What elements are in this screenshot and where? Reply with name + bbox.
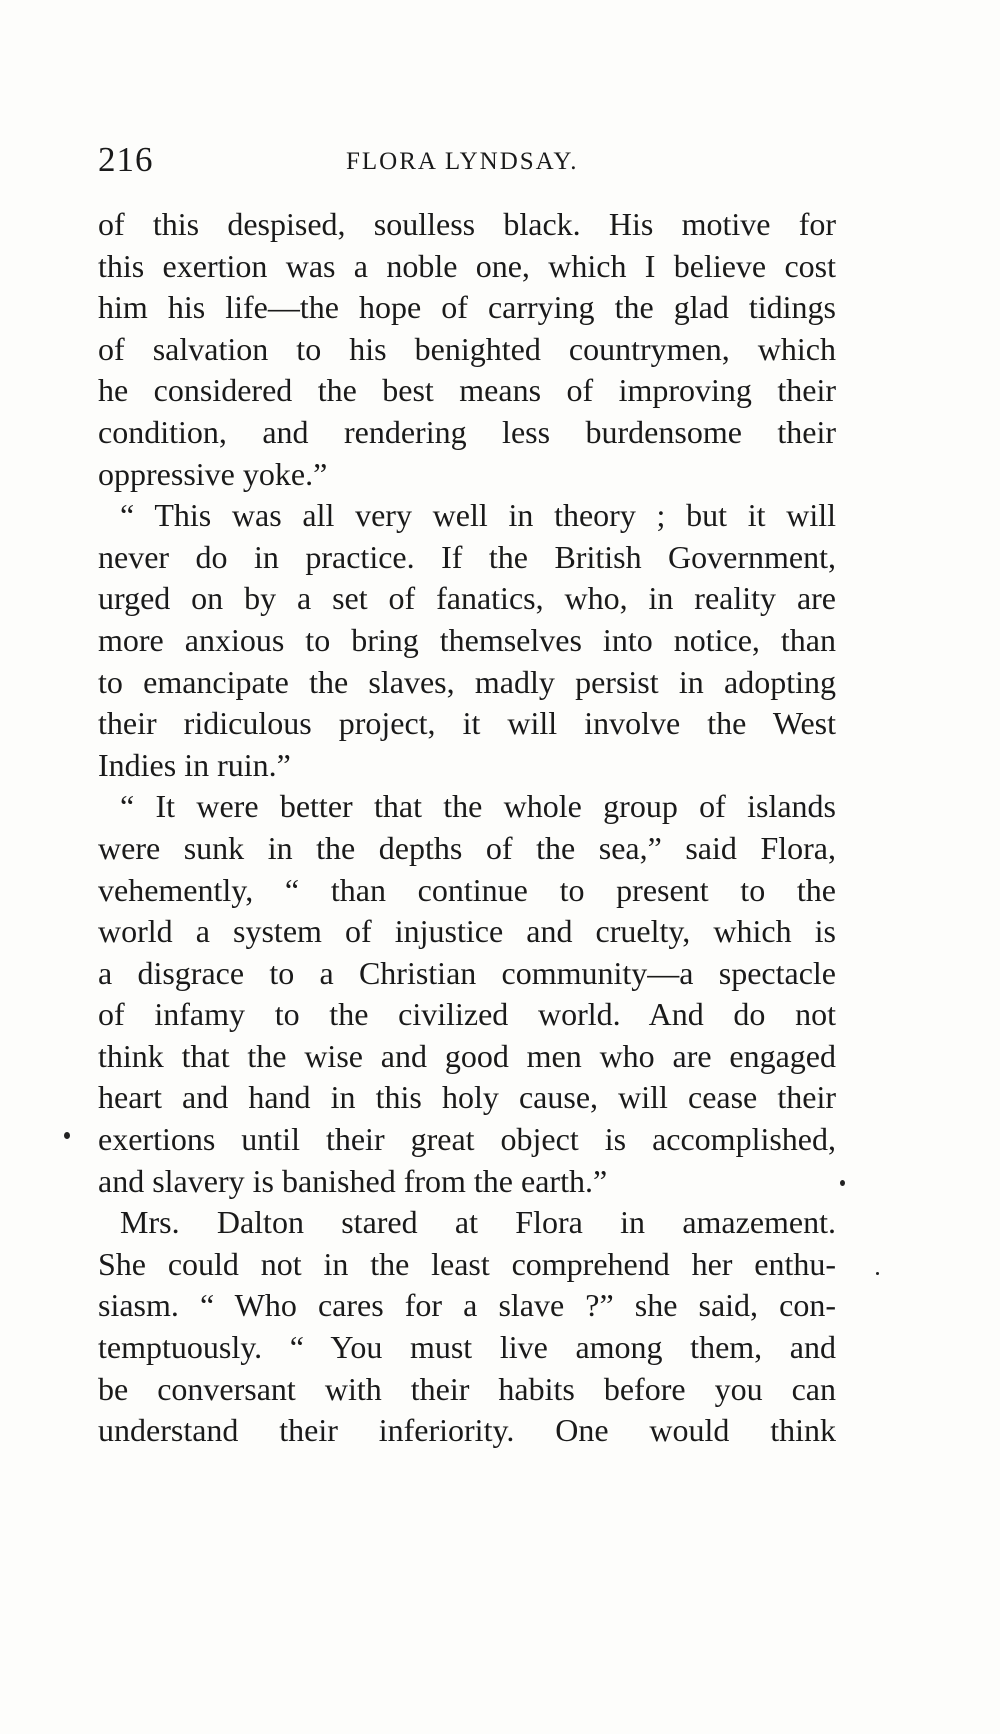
- text-line: never do in practice. If the British Government,: [98, 538, 836, 575]
- text-line: She could not in the least comprehend her enthu-: [98, 1245, 836, 1282]
- text-line: heart and hand in this holy cause, will cease their: [98, 1079, 836, 1116]
- text-line: of infamy to the civilized world. And do not: [98, 996, 836, 1033]
- text-line: this exertion was a noble one, which I believe cost: [98, 247, 836, 284]
- text-line: think that the wise and good men who are engaged: [98, 1037, 836, 1074]
- text-line: urged on by a set of fanatics, who, in reality are: [98, 580, 836, 617]
- text-line: Indies in ruin.”: [98, 746, 291, 783]
- page-number: 216: [98, 140, 154, 179]
- text-line: to emancipate the slaves, madly persist in adopting: [98, 663, 836, 700]
- text-line: more anxious to bring themselves into notice, than: [98, 621, 836, 658]
- ink-speck: [840, 1180, 845, 1186]
- text-line: of salvation to his benighted countrymen, which: [98, 330, 836, 367]
- ink-speck: [876, 1272, 879, 1275]
- running-head: [98, 140, 838, 180]
- text-line: him his life—the hope of carrying the glad tidings: [98, 289, 836, 326]
- text-line: he considered the best means of improving their: [98, 372, 836, 409]
- body-text: [98, 204, 836, 1452]
- text-line: condition, and rendering less burdensome their: [98, 413, 836, 450]
- text-line: of this despised, soulless black. His motive for: [98, 206, 836, 242]
- text-line: be conversant with their habits before you can: [98, 1370, 836, 1407]
- text-line: siasm. “ Who cares for a slave ?” she said, con-: [98, 1287, 836, 1324]
- ink-speck: [64, 1132, 70, 1139]
- running-title: FLORA LYNDSAY.: [346, 148, 579, 175]
- text-line: “ It were better that the whole group of islands: [120, 788, 836, 825]
- text-line: their ridiculous project, it will involve the West: [98, 705, 836, 742]
- text-line: understand their inferiority. One would think: [98, 1412, 836, 1449]
- text-line: temptuously. “ You must live among them, and: [98, 1329, 836, 1366]
- text-line: world a system of injustice and cruelty, which is: [98, 913, 836, 950]
- text-line: and slavery is banished from the earth.”: [98, 1162, 608, 1199]
- text-line: exertions until their great object is accomplished,: [98, 1121, 836, 1158]
- text-line: a disgrace to a Christian community—a spectacle: [98, 954, 836, 991]
- text-line: were sunk in the depths of the sea,” said Flora,: [98, 829, 836, 866]
- text-line: oppressive yoke.”: [98, 455, 328, 492]
- text-line: vehemently, “ than continue to present to the: [98, 871, 836, 908]
- text-line: “ This was all very well in theory ; but it will: [120, 497, 836, 534]
- text-line: Mrs. Dalton stared at Flora in amazement.: [120, 1204, 836, 1241]
